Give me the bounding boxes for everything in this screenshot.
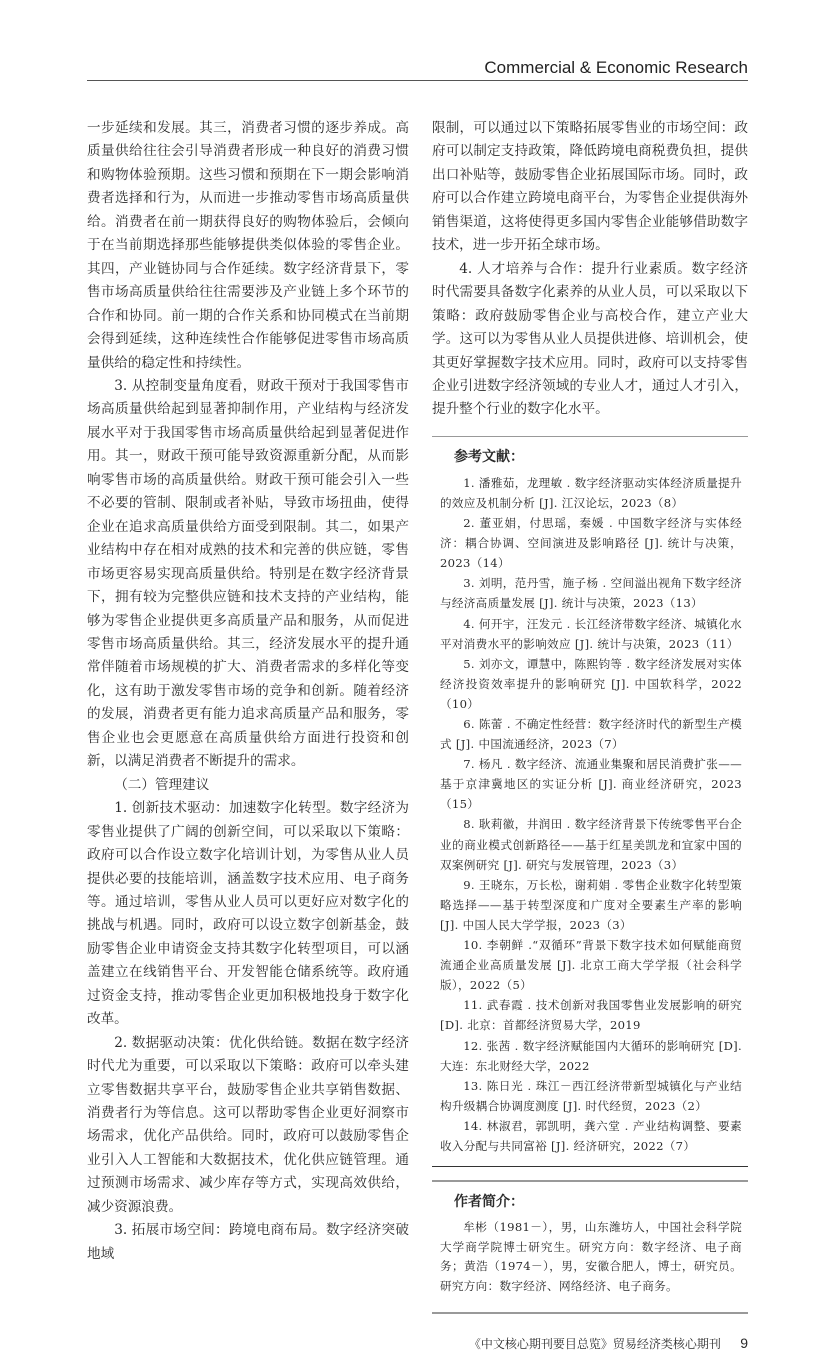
author-bio-section (432, 1192, 748, 1296)
right-side (432, 117, 748, 1353)
references-title: 参考文献： (454, 447, 524, 464)
reference-item: 5. 刘亦文，谭慧中，陈熙钧等 . 数字经济发展对实体经济投资效率提升的影响研究 [J]. 中国软科学，2022（10） (440, 656, 742, 711)
references-section (432, 436, 748, 1156)
reference-item: 11. 武春霞 . 技术创新对我国零售业发展影响的研究 [D]. 北京：首都经济贸易大学，2019 (440, 998, 742, 1033)
footer-journal-note: 《中文核心期刊要目总览》贸易经济类核心期刊 (468, 1337, 721, 1352)
page-number: 9 (740, 1335, 748, 1352)
journal-name: Commercial & Economic Research (484, 58, 748, 77)
reference-item: 7. 杨凡 . 数字经济、流通业集聚和居民消费扩张——基于京津冀地区的实证分析 [J]. 商业经济研究，2023（15） (440, 757, 742, 812)
left-column (87, 117, 409, 1266)
reference-item: 2. 董亚娟，付思瑶，秦媛 . 中国数字经济与实体经济：耦合协调、空间演进及影响路径 [J]. 统计与决策，2023（14） (440, 516, 742, 571)
paragraph: 1. 创新技术驱动：加速数字化转型。数字经济为零售业提供了广阔的创新空间，可以采取以下策略：政府可以合作设立数字化培训计划，为零售从业人员提供必要的技能培训，涵盖数字技术应用、电子商务等。通过培训，零售从业人员可以更好应对数字化的挑战与机遇。同时，政府可以设立数字创新基金，鼓励零售企业申请资金支持其数字化转型项目，可以涵盖建立在线销售平台、开发智能仓储系统等。政府通过资金支持，推动零售企业更加积极地投身于数字化改革。 (87, 800, 409, 1028)
section-heading: （二）管理建议 (114, 776, 210, 793)
paragraph: 限制，可以通过以下策略拓展零售业的市场空间：政府可以制定支持政策，降低跨境电商税费负担，提供出口补贴等，鼓励零售企业拓展国际市场。同时，政府可以合作建立跨境电商平台，为零售企业提供海外销售渠道，这将使得更多国内零售企业能够借助数字技术，进一步开拓全球市场。 (432, 120, 748, 254)
reference-item: 13. 陈日光 . 珠江－西江经济带新型城镇化与产业结构升级耦合协调度测度 [J]. 时代经贸，2023（2） (440, 1078, 742, 1113)
paragraph: 2. 数据驱动决策：优化供给链。数据在数字经济时代尤为重要，可以采取以下策略：政府可以牵头建立零售数据共享平台，鼓励零售企业共享销售数据、消费者行为等信息。这可以帮助零售企业更好洞察市场需求，优化产品供给。同时，政府可以鼓励零售企业引入人工智能和大数据技术，优化供应链管理。通过预测市场需求、减少库存等方式，实现高效供给，减少资源浪费。 (87, 1034, 409, 1215)
reference-item: 9. 王晓东，万长松，谢莉娟 . 零售企业数字化转型策略选择——基于转型深度和广度对全要素生产率的影响 [J]. 中国人民大学学报，2023（3） (440, 877, 742, 932)
paragraph: 3. 从控制变量角度看，财政干预对于我国零售市场高质量供给起到显著抑制作用，产业结构与经济发展水平对于我国零售市场高质量供给起到显著促进作用。其一，财政干预可能导致资源重新分配，从而影响零售市场的高质量供给。财政干预可能会引入一些不必要的管制、限制或者补贴，导致市场扭曲，使得企业在追求高质量供给方面受到限制。其二，如果产业结构中存在相对成熟的技术和完善的供应链，零售市场更容易实现高质量供给。特别是在数字经济背景下，拥有较为完整供应链和技术支持的产业结构，能够为零售企业提供更多高质量产品和服务，从而促进零售市场高质量供给。其三，经济发展水平的提升通常伴随着市场规模的扩大、消费者需求的多样化等变化，这有助于激发零售市场的竞争和创新。随着经济的发展，消费者更有能力追求高质量产品和服务，零售企业也会更愿意在高质量供给方面进行投资和创新，以满足消费者不断提升的需求。 (87, 377, 409, 770)
reference-item: 8. 耿莉徽，井润田 . 数字经济背景下传统零售平台企业的商业模式创新路径——基于红星美凯龙和宜家中国的双案例研究 [J]. 研究与发展管理，2023（3） (440, 817, 742, 872)
reference-item: 3. 刘明，范丹雪，施子杨 . 空间溢出视角下数字经济与经济高质量发展 [J]. 统计与决策，2023（13） (440, 576, 742, 611)
divider (432, 1312, 748, 1314)
paragraph: 4. 人才培养与合作：提升行业素质。数字经济时代需要具备数字化素养的从业人员，可以采取以下策略：政府鼓励零售企业与高校合作，建立产业大学。这可以为零售从业人员提供进修、培训机会，使其更好掌握数字技术应用。同时，政府可以支持零售企业引进数字经济领域的专业人才，通过人才引入，提升整个行业的数字化水平。 (432, 260, 748, 418)
reference-item: 6. 陈蕾 . 不确定性经营：数字经济时代的新型生产模式 [J]. 中国流通经济，2023（7） (440, 717, 742, 752)
paragraph: 一步延续和发展。其三，消费者习惯的逐步养成。高质量供给往往会引导消费者形成一种良好的消费习惯和购物体验预期。这些习惯和预期在下一期会影响消费者选择和行为，从而进一步推动零售市场高质量供给。消费者在前一期获得良好的购物体验后，会倾向于在当前期选择那些能够提供类似体验的零售企业。其四，产业链协同与合作延续。数字经济背景下，零售市场高质量供给往往需要涉及产业链上多个环节的合作和协同。前一期的合作关系和协同模式在当前期会得到延续，这种连续性合作能够促进零售市场高质量供给的稳定性和持续性。 (87, 120, 409, 371)
author-bio-text: 牟彬（1981－），男，山东潍坊人，中国社会科学院大学商学院博士研究生。研究方向：数字经济、电子商务；黄浩（1974－），男，安徽合肥人，博士，研究员。研究方向：数字经济、网络经济、电子商务。 (440, 1220, 742, 1293)
reference-item: 10. 李朝鲜 .“双循环”背景下数字技术如何赋能商贸流通企业高质量发展 [J]. 北京工商大学学报（社会科学版），2022（5） (440, 938, 742, 993)
divider (432, 1166, 748, 1167)
divider (432, 1180, 748, 1182)
author-bio-title: 作者简介： (454, 1193, 524, 1210)
reference-item: 14. 林淑君，郭凯明，龚六堂 . 产业结构调整、要素收入分配与共同富裕 [J]. 经济研究，2022（7） (440, 1118, 742, 1153)
reference-item: 4. 何开宇，汪发元 . 长江经济带数字经济、城镇化水平对消费水平的影响效应 [J]. 统计与决策，2023（11） (440, 616, 742, 651)
right-column (432, 117, 748, 422)
reference-item: 1. 潘雅茹，龙理敏 . 数字经济驱动实体经济质量提升的效应及机制分析 [J]. 江汉论坛，2023（8） (440, 475, 742, 510)
running-header (87, 56, 748, 81)
page-footer (432, 1334, 748, 1353)
reference-item: 12. 张茜 . 数字经济赋能国内大循环的影响研究 [D]. 大连：东北财经大学，2022 (440, 1038, 742, 1073)
paragraph: 3. 拓展市场空间：跨境电商布局。数字经济突破地域 (87, 1222, 409, 1262)
